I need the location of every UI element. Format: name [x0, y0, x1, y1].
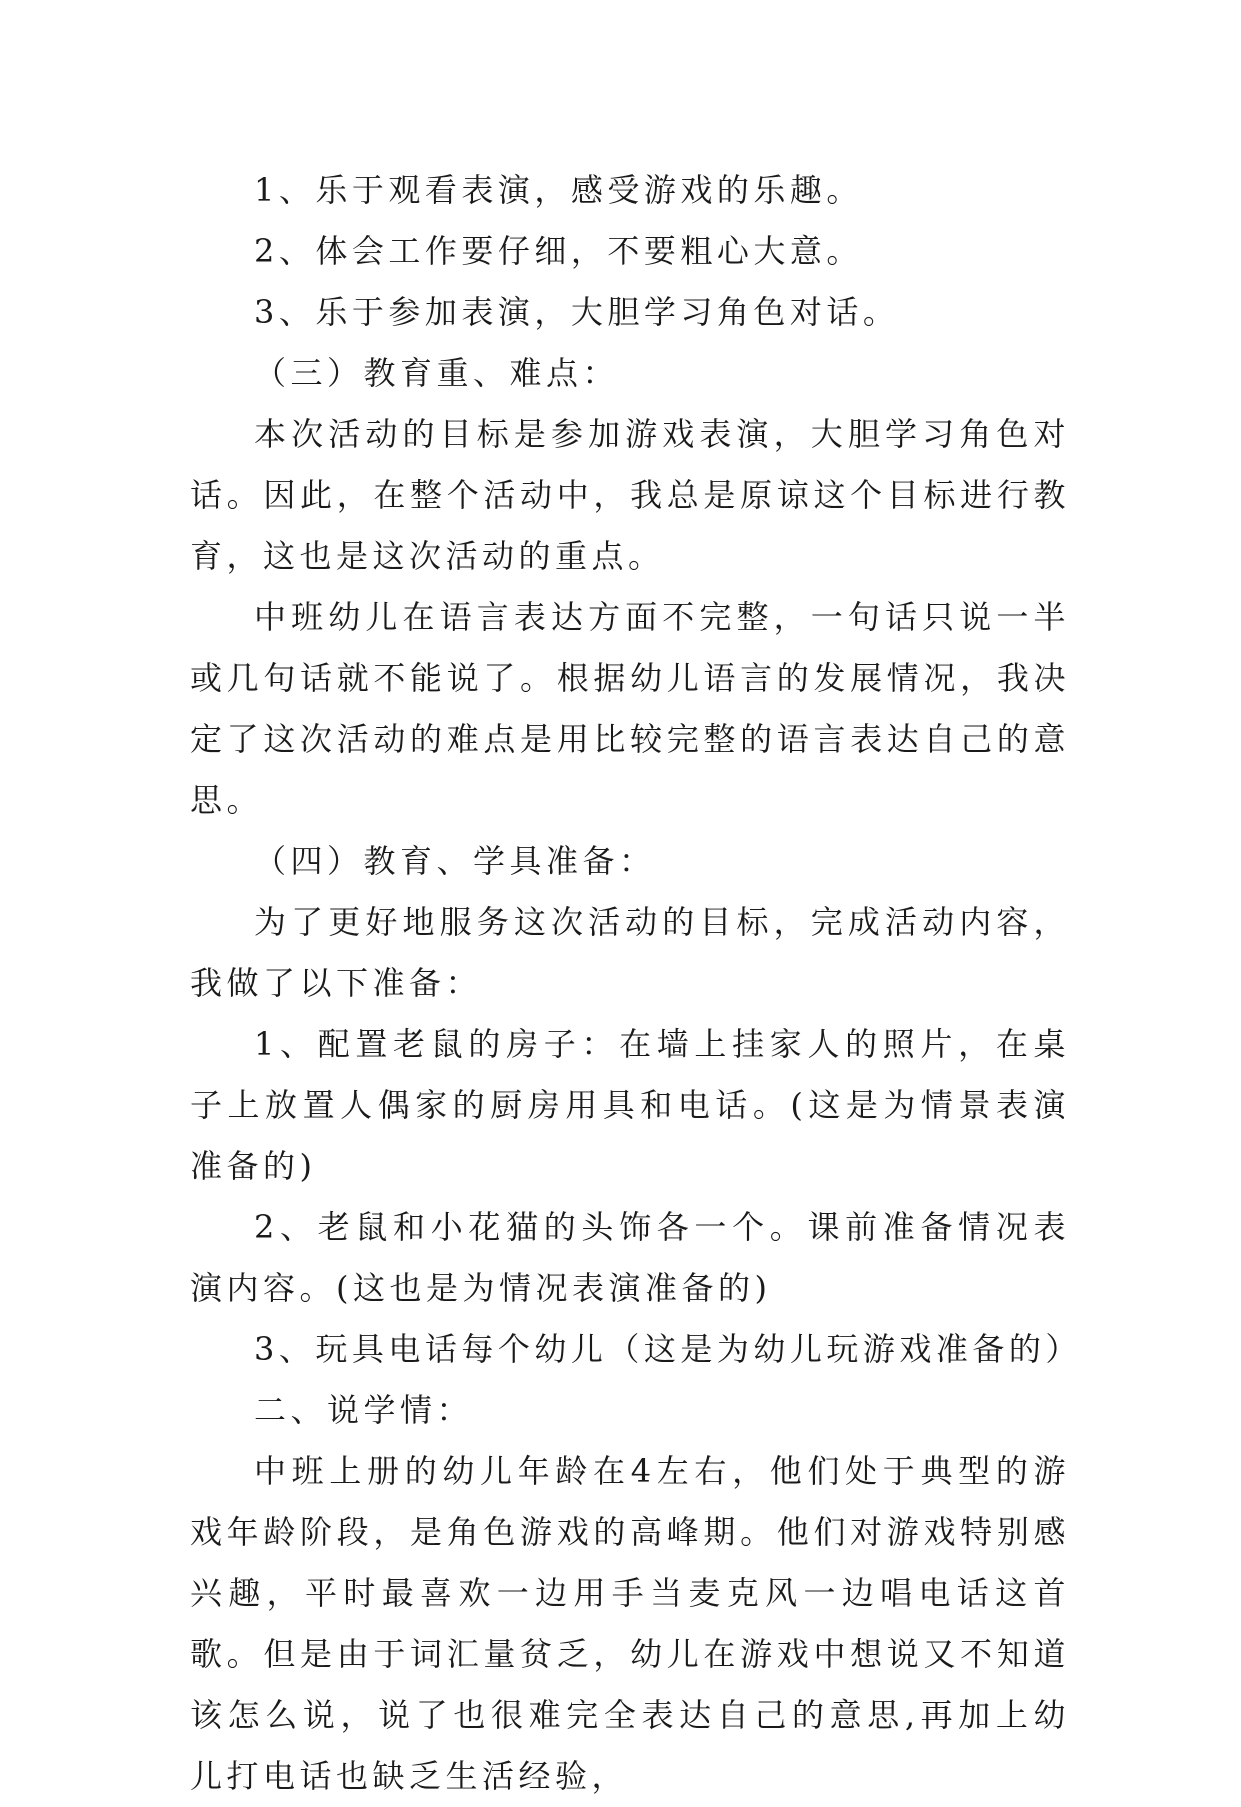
difficulty-paragraph: 中班幼儿在语言表达方面不完整，一句话只说一半或几句话就不能说了。根据幼儿语言的发展情况，我决定了这次活动的难点是用比较完整的语言表达自己的意思。 [190, 598, 1070, 819]
objective-1: 1、乐于观看表演，感受游戏的乐趣。 [254, 171, 863, 209]
preparation-intro: 为了更好地服务这次活动的目标，完成活动内容，我做了以下准备： [190, 903, 1070, 1002]
objective-3: 3、乐于参加表演，大胆学习角色对话。 [254, 293, 900, 331]
section-heading-preparation: （四）教育、学具准备： [254, 842, 656, 880]
document-body [190, 160, 1082, 1807]
preparation-item-3: 3、玩具电话每个幼儿（这是为幼儿玩游戏准备的） [254, 1330, 1082, 1368]
preparation-item-1: 1、配置老鼠的房子：在墙上挂家人的照片，在桌子上放置人偶家的厨房用具和电话。(这是为情景表演准备的) [190, 1025, 1070, 1185]
objective-2: 2、体会工作要仔细，不要粗心大意。 [254, 232, 863, 270]
learners-paragraph: 中班上册的幼儿年龄在4左右，他们处于典型的游戏年龄阶段，是角色游戏的高峰期。他们对游戏特别感兴趣，平时最喜欢一边用手当麦克风一边唱电话这首歌。但是由于词汇量贫乏，幼儿在游戏中想说又不知道该怎么说，说了也很难完全表达自己的意思,再加上幼儿打电话也缺乏生活经验， [190, 1452, 1070, 1795]
section-heading-key-points: （三）教育重、难点： [254, 354, 620, 392]
key-point-paragraph: 本次活动的目标是参加游戏表演，大胆学习角色对话。因此，在整个活动中，我总是原谅这个目标进行教育，这也是这次活动的重点。 [190, 415, 1070, 575]
preparation-item-2: 2、老鼠和小花猫的头饰各一个。课前准备情况表演内容。(这也是为情况表演准备的) [190, 1208, 1070, 1307]
section-heading-learners: 二、说学情： [254, 1391, 474, 1429]
